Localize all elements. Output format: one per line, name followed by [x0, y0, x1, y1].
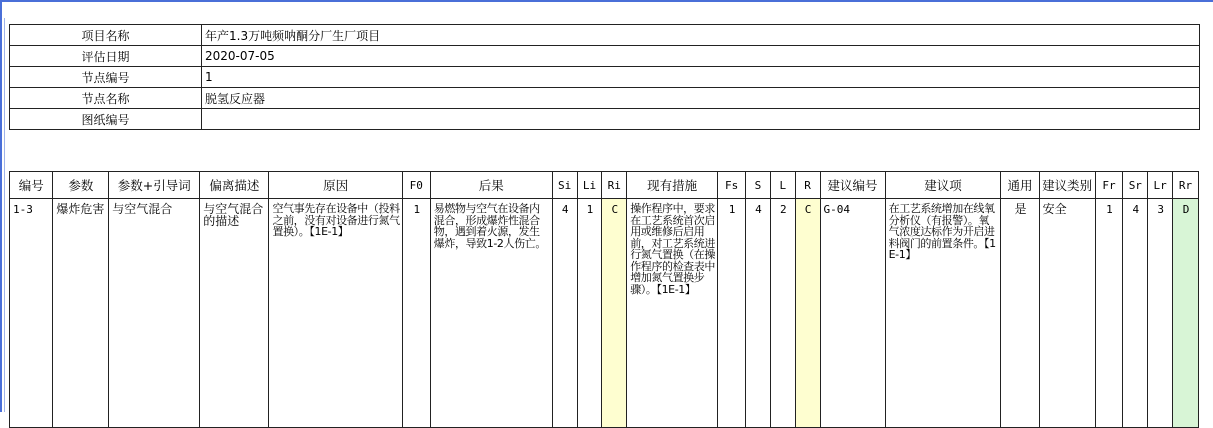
header-row	[10, 172, 1199, 199]
window-left-border	[0, 0, 2, 412]
col-header: R	[795, 172, 820, 199]
cell-recommendation[interactable]: 在工艺系统增加在线氧分析仪（有报警）。氧气浓度达标作为开启进料阀门的前置条件。【1E-1】	[885, 199, 1001, 428]
cell-l[interactable]: 2	[770, 199, 795, 428]
col-header: 建议编号	[820, 172, 885, 199]
cell-ri[interactable]: C	[602, 199, 627, 428]
col-header: S	[746, 172, 771, 199]
info-row-project	[10, 25, 1200, 46]
node-info-table	[9, 24, 1200, 130]
info-value[interactable]: 2020-07-05	[202, 46, 1200, 67]
info-row-date	[10, 46, 1200, 67]
cell-id[interactable]: 1-3	[10, 199, 53, 428]
info-value[interactable]	[202, 109, 1200, 130]
col-header: 建议项	[885, 172, 1001, 199]
col-header: Si	[552, 172, 577, 199]
info-row-node-id	[10, 67, 1200, 88]
info-value[interactable]: 年产1.3万吨频呐酮分厂生厂项目	[202, 25, 1200, 46]
col-header: Lr	[1148, 172, 1173, 199]
cell-s[interactable]: 4	[746, 199, 771, 428]
col-header: Li	[577, 172, 602, 199]
cell-rr[interactable]: D	[1173, 199, 1199, 428]
col-header: 通用	[1001, 172, 1039, 199]
col-header: Fr	[1095, 172, 1123, 199]
col-header: 参数+引导词	[109, 172, 200, 199]
cell-param[interactable]: 爆炸危害	[53, 199, 109, 428]
cell-r[interactable]: C	[795, 199, 820, 428]
info-row-drawing-id	[10, 109, 1200, 130]
cell-deviation[interactable]: 与空气混合的描述	[200, 199, 269, 428]
col-header: L	[770, 172, 795, 199]
col-header: 参数	[53, 172, 109, 199]
info-label: 评估日期	[10, 46, 202, 67]
info-label: 节点编号	[10, 67, 202, 88]
table-row[interactable]	[10, 199, 1199, 428]
col-header: 建议类别	[1039, 172, 1095, 199]
cell-rec-category[interactable]: 安全	[1039, 199, 1095, 428]
col-header: 原因	[269, 172, 402, 199]
col-header: Rr	[1173, 172, 1199, 199]
cell-measures[interactable]: 操作程序中，要求在工艺系统首次启用或维修后启用前，对工艺系统进行氮气置换（在操作程序的检查表中增加氮气置换步骤）。【1E-1】	[627, 199, 718, 428]
cell-lr[interactable]: 3	[1148, 199, 1173, 428]
cell-fs[interactable]: 1	[718, 199, 746, 428]
cell-fr[interactable]: 1	[1095, 199, 1123, 428]
cell-consequence[interactable]: 易燃物与空气在设备内混合，形成爆炸性混合物，遇到着火源，发生爆炸，导致1-2人伤亡。	[430, 199, 552, 428]
col-header: Fs	[718, 172, 746, 199]
window-inner-border	[4, 18, 5, 412]
info-label: 图纸编号	[10, 109, 202, 130]
window-top-border	[0, 0, 1213, 2]
col-header: Sr	[1123, 172, 1148, 199]
col-header: 编号	[10, 172, 53, 199]
cell-f0[interactable]: 1	[402, 199, 430, 428]
col-header: 后果	[430, 172, 552, 199]
info-label: 节点名称	[10, 88, 202, 109]
info-label: 项目名称	[10, 25, 202, 46]
info-value[interactable]: 脱氢反应器	[202, 88, 1200, 109]
cell-si[interactable]: 4	[552, 199, 577, 428]
col-header: 现有措施	[627, 172, 718, 199]
col-header: 偏离描述	[200, 172, 269, 199]
col-header: F0	[402, 172, 430, 199]
cell-li[interactable]: 1	[577, 199, 602, 428]
cell-param-guide[interactable]: 与空气混合	[109, 199, 200, 428]
cell-cause[interactable]: 空气事先存在设备中（投料之前，没有对设备进行氮气置换）。【1E-1】	[269, 199, 402, 428]
info-value[interactable]: 1	[202, 67, 1200, 88]
info-row-node-name	[10, 88, 1200, 109]
col-header: Ri	[602, 172, 627, 199]
cell-sr[interactable]: 4	[1123, 199, 1148, 428]
cell-rec-id[interactable]: G-04	[820, 199, 885, 428]
hazop-table	[9, 171, 1199, 428]
cell-general[interactable]: 是	[1001, 199, 1039, 428]
